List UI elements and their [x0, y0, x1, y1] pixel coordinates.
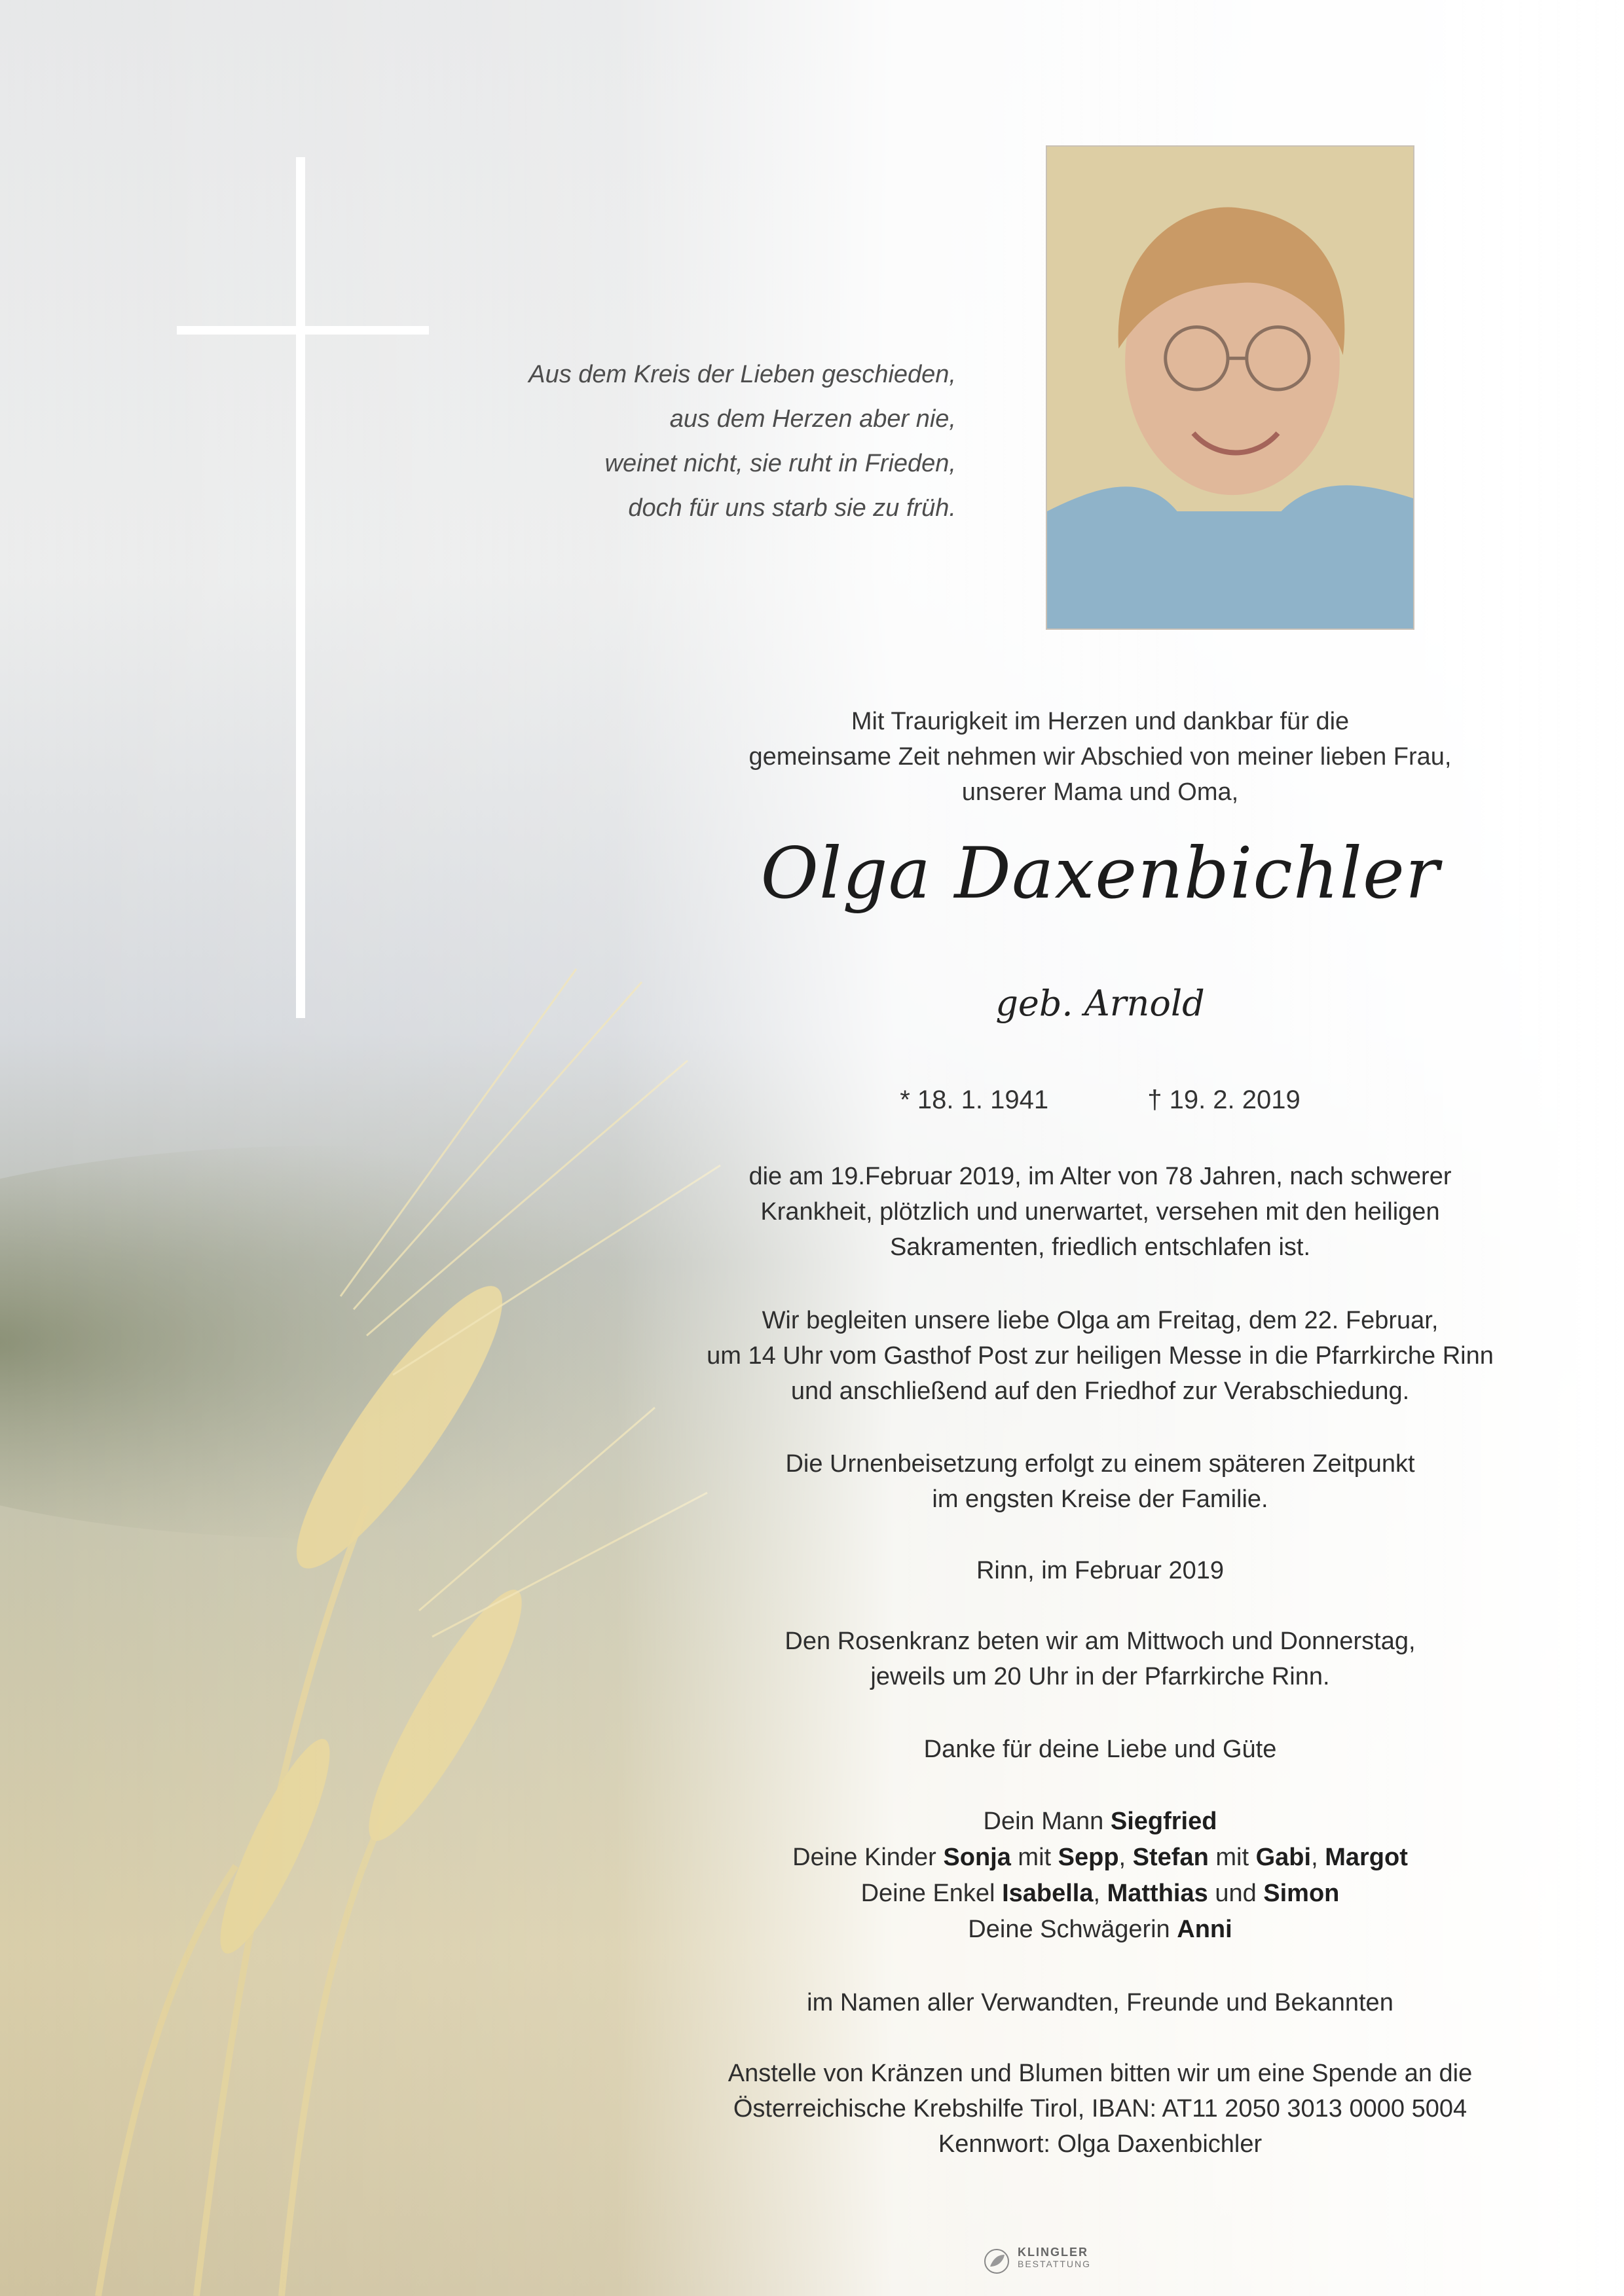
funeral-line: um 14 Uhr vom Gasthof Post zur heiligen Messe in die Pfarrkirche Rinn: [707, 1342, 1494, 1370]
rosary-line: jeweils um 20 Uhr in der Pfarrkirche Rinn.: [870, 1663, 1330, 1690]
sister-in-law-line: Deine Schwägerin Anni: [968, 1916, 1232, 1943]
life-dates: [602, 1082, 1598, 1118]
notice-line: Sakramenten, friedlich entschlafen ist.: [889, 1233, 1311, 1261]
intro-line: gemeinsame Zeit nehmen wir Abschied von meiner lieben Frau,: [748, 743, 1452, 771]
leaf-logo-icon: [982, 2247, 1011, 2276]
logo-line-2: BESTATTUNG: [1018, 2259, 1092, 2269]
rosary-line: Den Rosenkranz beten wir am Mittwoch und Donnerstag,: [784, 1628, 1416, 1655]
urn-line: Die Urnenbeisetzung erfolgt zu einem späteren Zeitpunkt: [785, 1450, 1415, 1478]
urn-burial-note: [602, 1446, 1598, 1517]
on-behalf-line: im Namen aller Verwandten, Freunde und Bekannten: [807, 1989, 1393, 2016]
donation-line: Anstelle von Kränzen und Blumen bitten wir um eine Spende an die: [728, 2060, 1473, 2087]
death-date: † 19. 2. 2019: [1147, 1085, 1301, 1114]
rosary-note: [602, 1624, 1598, 1694]
donation-line: Kennwort: Olga Daxenbichler: [938, 2130, 1263, 2158]
mourners-list: [602, 1804, 1598, 1948]
verse-line: Aus dem Kreis der Lieben geschieden,: [528, 361, 956, 388]
donation-line: Österreichische Krebshilfe Tirol, IBAN: AT11 2050 3013 0000 5004: [733, 2095, 1467, 2123]
donation-request: [602, 2056, 1598, 2162]
intro-text: [602, 704, 1598, 810]
deceased-name: Olga Daxenbichler: [760, 833, 1440, 915]
cross-icon: [296, 157, 305, 1018]
cross-icon-bar: [177, 326, 429, 335]
memorial-verse: [367, 352, 956, 530]
place-and-date: Rinn, im Februar 2019: [976, 1557, 1225, 1584]
thanks-line: Danke für deine Liebe und Güte: [923, 1736, 1277, 1763]
notice-line: die am 19.Februar 2019, im Alter von 78 Jahren, nach schwerer: [748, 1163, 1452, 1190]
husband-line: Dein Mann Siegfried: [983, 1808, 1217, 1835]
verse-line: doch für uns starb sie zu früh.: [628, 494, 956, 522]
funeral-line: und anschließend auf den Friedhof zur Verabschiedung.: [790, 1377, 1410, 1405]
birth-date: * 18. 1. 1941: [900, 1085, 1049, 1114]
urn-line: im engsten Kreise der Familie.: [932, 1485, 1268, 1513]
grandchildren-line: Deine Enkel Isabella, Matthias und Simon: [860, 1880, 1340, 1907]
funeral-home-logo: [982, 2244, 1120, 2284]
verse-line: aus dem Herzen aber nie,: [669, 405, 956, 433]
children-line: Deine Kinder Sonja mit Sepp, Stefan mit Gabi, Margot: [792, 1844, 1408, 1871]
funeral-details: [602, 1303, 1598, 1409]
logo-line-1: KLINGLER: [1018, 2246, 1088, 2259]
maiden-name: geb. Arnold: [995, 983, 1205, 1024]
intro-line: unserer Mama und Oma,: [961, 778, 1239, 806]
portrait-photo: [1046, 145, 1414, 630]
verse-line: weinet nicht, sie ruht in Frieden,: [604, 450, 956, 477]
intro-line: Mit Traurigkeit im Herzen und dankbar für die: [851, 708, 1350, 735]
notice-line: Krankheit, plötzlich und unerwartet, versehen mit den heiligen: [760, 1198, 1440, 1226]
funeral-line: Wir begleiten unsere liebe Olga am Freitag, dem 22. Februar,: [762, 1307, 1439, 1334]
death-notice: [602, 1159, 1598, 1265]
